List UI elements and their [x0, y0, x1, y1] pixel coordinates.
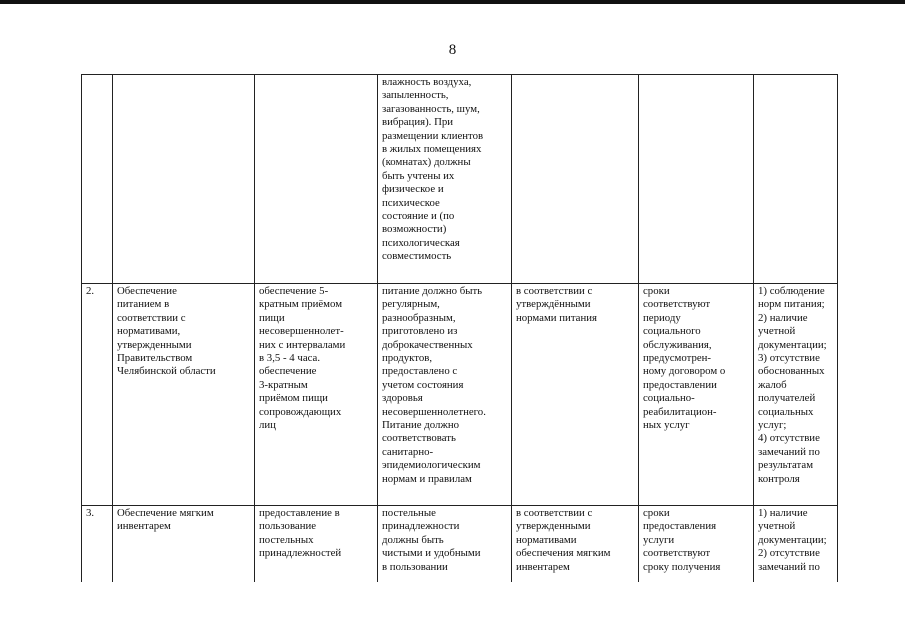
cell-norms: в соответствии с утвержденными нормативами обеспечения мягким инвентарем: [512, 506, 639, 582]
cell-service-name: [113, 75, 255, 284]
cell-terms: [639, 75, 754, 284]
cell-service-name: Обеспечение мягким инвентарем: [113, 506, 255, 582]
cell-quality-indicators: 1) наличие учетной документации; 2) отсутствие замечаний по: [754, 506, 838, 582]
cell-norms: в соответствии с утверждёнными нормами питания: [512, 284, 639, 506]
table-row: [82, 284, 838, 506]
table-row: [82, 506, 838, 582]
cell-service-name: Обеспечение питанием в соответствии с нормативами, утвержденными Правительством Челябинской области: [113, 284, 255, 506]
page-top-edge: [0, 0, 905, 4]
cell-quality-indicators: 1) соблюдение норм питания; 2) наличие учетной документации; 3) отсутствие обоснованных жалоб получателей социальных услуг; 4) отсутствие замечаний по результатам контроля: [754, 284, 838, 506]
cell-number: [82, 75, 113, 284]
cell-norms: [512, 75, 639, 284]
table-row: [82, 75, 838, 284]
cell-service-content: [255, 75, 378, 284]
cell-service-content: предоставление в пользование постельных принадлежностей: [255, 506, 378, 582]
page-number: 8: [448, 42, 457, 58]
cell-requirements: питание должно быть регулярным, разнообразным, приготовлено из доброкачественных продуктов, предоставлено с учетом состояния здоровья несовершеннолетнего. Питание должно соответствовать санитарно- эпидемиологическим нормам и правилам: [378, 284, 512, 506]
cell-requirements: влажность воздуха, запыленность, загазованность, шум, вибрация). При размещении клиентов в жилых помещениях (комнатах) должны быть учтены их физическое и психическое состояние и (по возможности) психологическая совместимость: [378, 75, 512, 284]
services-table: [81, 74, 838, 582]
cell-number: 3.: [82, 506, 113, 582]
cell-terms: сроки соответствуют периоду социального обслуживания, предусмотрен- ному договором о предоставлении социально- реабилитацион- ных услуг: [639, 284, 754, 506]
cell-number: 2.: [82, 284, 113, 506]
cell-requirements: постельные принадлежности должны быть чистыми и удобными в пользовании: [378, 506, 512, 582]
cell-service-content: обеспечение 5- кратным приёмом пищи несовершеннолет- них с интервалами в 3,5 - 4 часа. обеспечение 3-кратным приёмом пищи сопровождающих лиц: [255, 284, 378, 506]
cell-terms: сроки предоставления услуги соответствуют сроку получения: [639, 506, 754, 582]
cell-quality-indicators: [754, 75, 838, 284]
